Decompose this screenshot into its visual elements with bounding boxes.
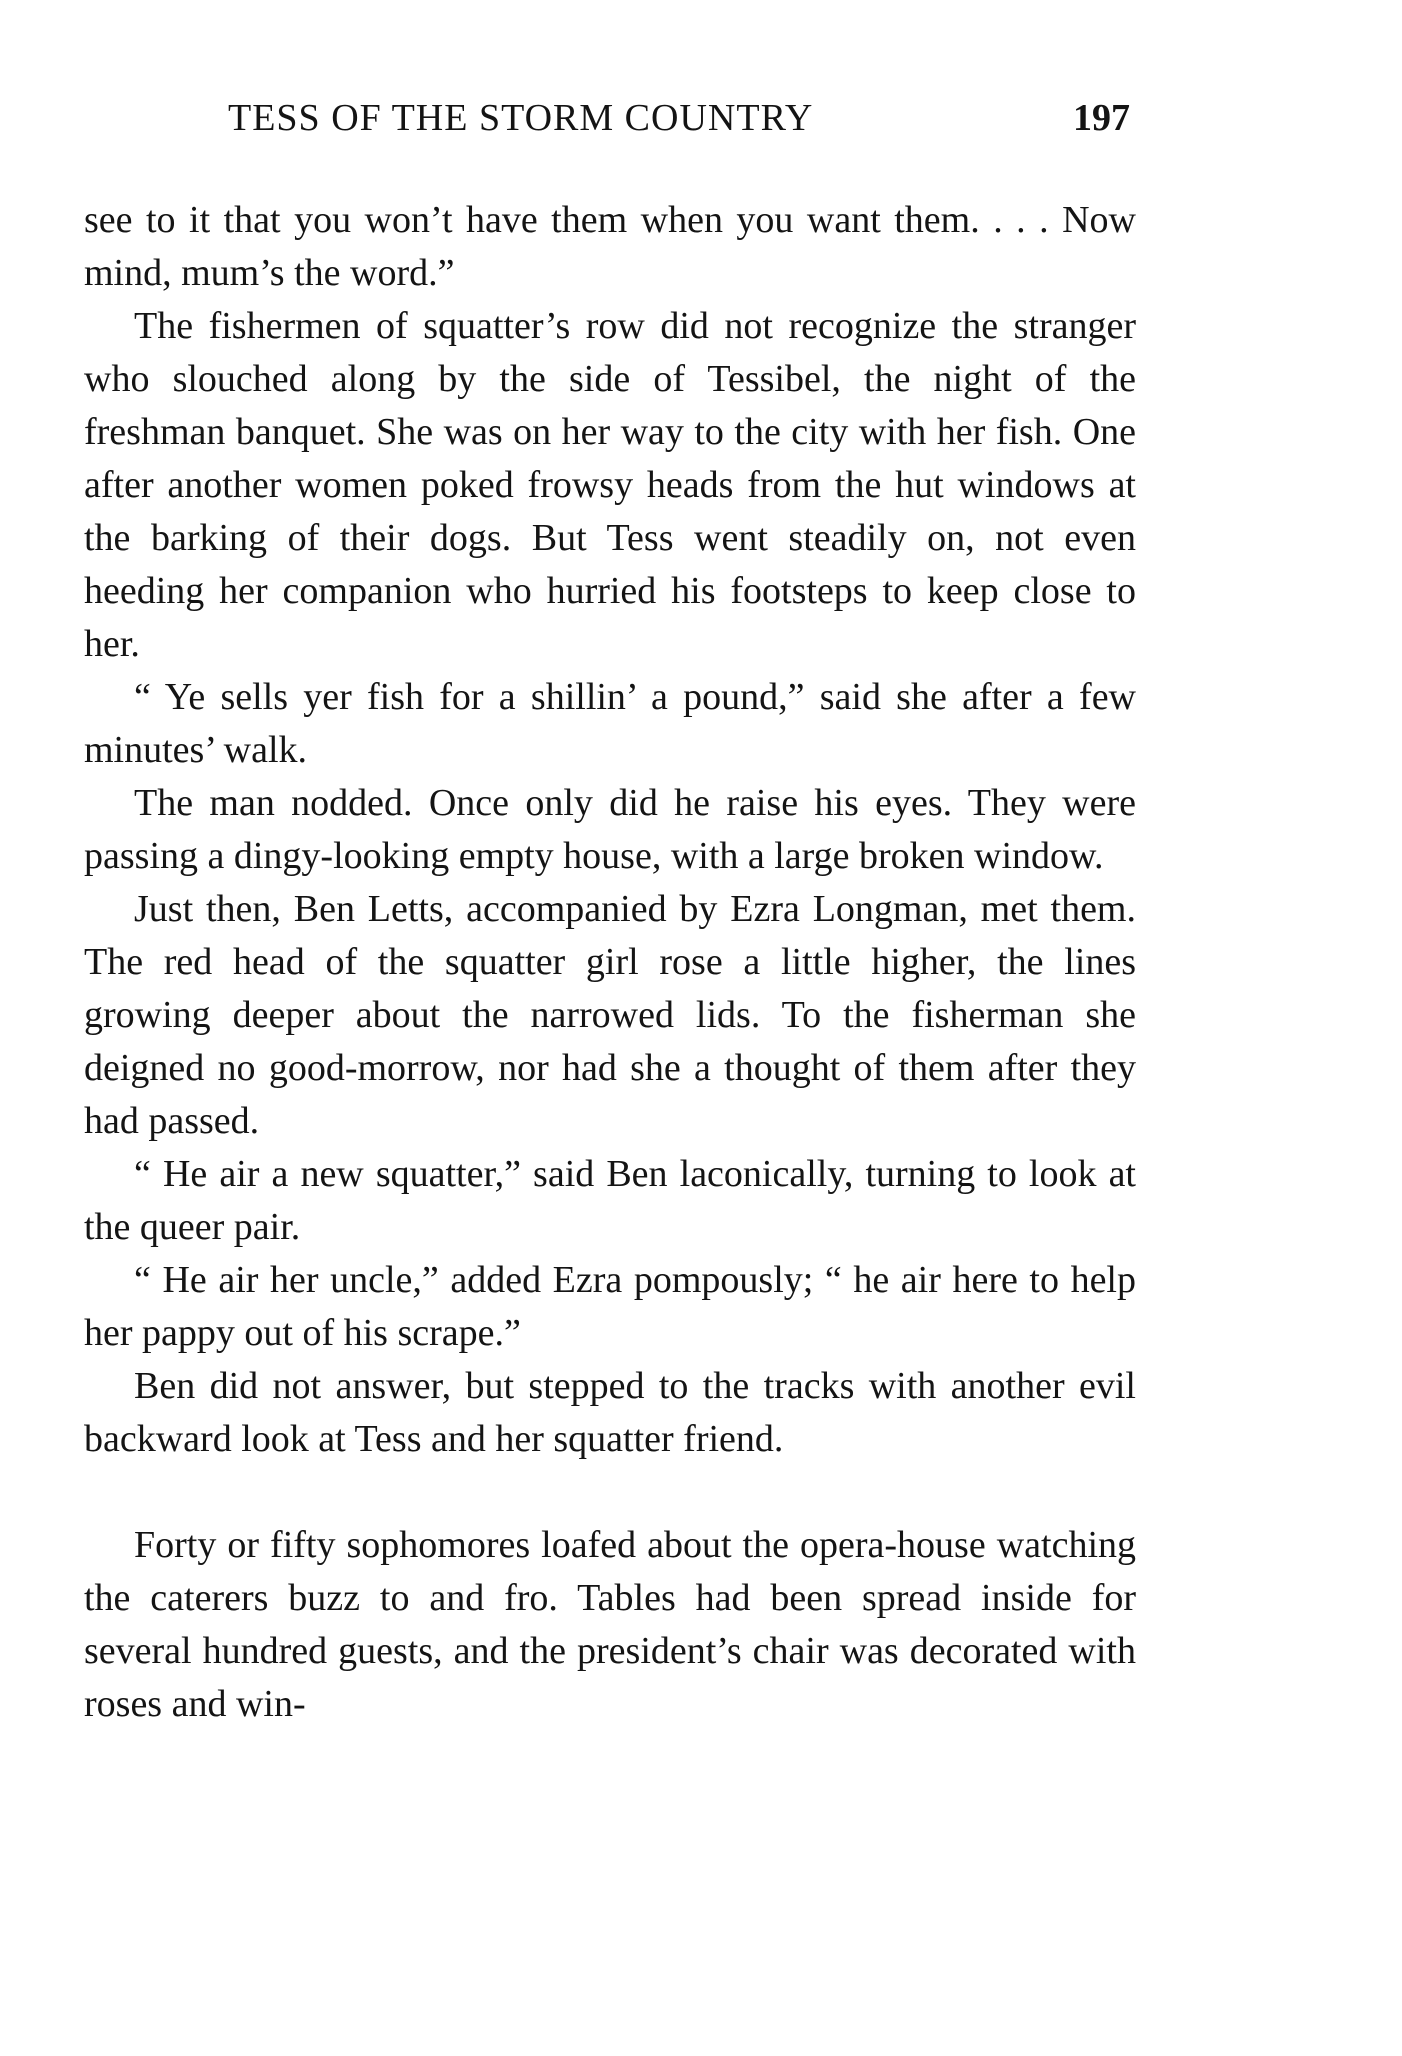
paragraph: “ Ye sells yer fish for a shillin’ a pound,” said she after a few minutes’ walk. [84, 676, 1136, 771]
paragraph: “ He air her uncle,” added Ezra pompously; “ he air here to help her pappy out of his scrape.” [84, 1259, 1136, 1354]
paragraph: The fishermen of squatter’s row did not recognize the stranger who slouched along by the side of Tessibel, the night of the freshman banquet. She was on her way to the city with her fish. One after another women poked frowsy heads from the hut windows at the barking of their dogs. But Tess went steadily on, not even heeding her companion who hurried his footsteps to keep close to her. [84, 305, 1136, 665]
running-title: TESS OF THE STORM COUNTRY [228, 97, 814, 139]
page-number: 197 [1073, 97, 1130, 139]
paragraph: “ He air a new squatter,” said Ben laconically, turning to look at the queer pair. [84, 1153, 1136, 1248]
paragraph-continuation: see to it that you won’t have them when you want them. . . . Now mind, mum’s the word.” [84, 199, 1136, 294]
book-page [84, 96, 1136, 1996]
body-text [84, 194, 1136, 1731]
running-head [84, 96, 1136, 156]
paragraph: Ben did not answer, but stepped to the tracks with another evil backward look at Tess and her squatter friend. [84, 1365, 1136, 1460]
section-break [84, 1466, 1136, 1519]
paragraph: The man nodded. Once only did he raise his eyes. They were passing a dingy-looking empty house, with a large broken window. [84, 782, 1136, 877]
paragraph: Just then, Ben Letts, accompanied by Ezra Longman, met them. The red head of the squatter girl rose a little higher, the lines growing deeper about the narrowed lids. To the fisherman she deigned no good-morrow, nor had she a thought of them after they had passed. [84, 888, 1136, 1142]
paragraph: Forty or fifty sophomores loafed about the opera-house watching the caterers buzz to and fro. Tables had been spread inside for several hundred guests, and the president’s chair was decorated with roses and win- [84, 1524, 1136, 1725]
